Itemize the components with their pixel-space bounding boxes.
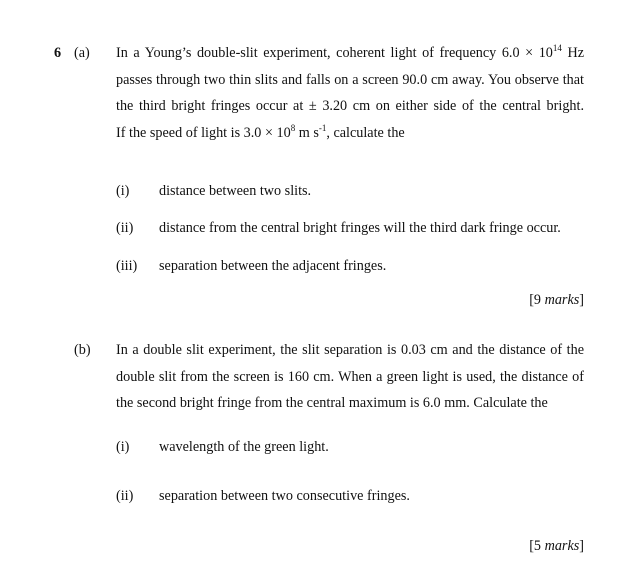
- part-a-line-1: In a Young’s double-slit experiment, coherent light of frequency $6.0 \times 10^{14}$ Hz: [116, 43, 585, 61]
- frequency-exponent: 14: [552, 43, 562, 53]
- part-a-item-i-text: distance between two slits.: [159, 183, 312, 199]
- part-a-line-2: passes through two thin slits and falls on a screen 90.0 cm away. You observe that: [116, 71, 584, 88]
- part-a-item-ii-text: distance from the central bright fringes will the third dark fringe occur.: [159, 220, 561, 236]
- part-a-marks: [9 marks]: [529, 292, 584, 308]
- part-a-item-iii-text: separation between the adjacent fringes.: [159, 258, 387, 274]
- part-b-line-3: the second bright fringe from the central maximum is 6.0 mm. Calculate the: [116, 395, 548, 411]
- question-number: 6: [54, 45, 62, 61]
- speed-exponent: 8: [290, 122, 296, 133]
- speed-unit-exponent: -1: [318, 122, 327, 133]
- part-a-item-iii-label: (iii): [116, 258, 138, 274]
- part-b-paragraph: [116, 337, 584, 417]
- part-b-label: (b): [74, 342, 91, 358]
- part-b-item-i-label: (i): [116, 439, 130, 455]
- part-b-line-1: In a double slit experiment, the slit separation is 0.03 cm and the distance of the: [116, 342, 584, 358]
- part-b-marks: [5 marks]: [529, 538, 584, 554]
- part-a-label: (a): [74, 45, 90, 61]
- part-a-item-ii-label: (ii): [116, 220, 134, 236]
- part-b-item-ii-label: (ii): [116, 488, 134, 504]
- part-b-line-2: double slit from the screen is 160 cm. When a green light is used, the distance of: [116, 368, 584, 385]
- part-a-item-i-label: (i): [116, 183, 130, 199]
- part-b-item-ii-text: separation between two consecutive fringes.: [159, 488, 410, 504]
- part-a-paragraph: [116, 40, 584, 146]
- part-b-item-i-text: wavelength of the green light.: [159, 439, 329, 455]
- part-a-line-3: the third bright fringes occur at ± 3.20 cm on either side of the central bright.: [116, 98, 584, 114]
- part-a-line-4: If the speed of light is $3.0 \times 10^8$ m $s^{-1}$, calculate the: [116, 122, 405, 141]
